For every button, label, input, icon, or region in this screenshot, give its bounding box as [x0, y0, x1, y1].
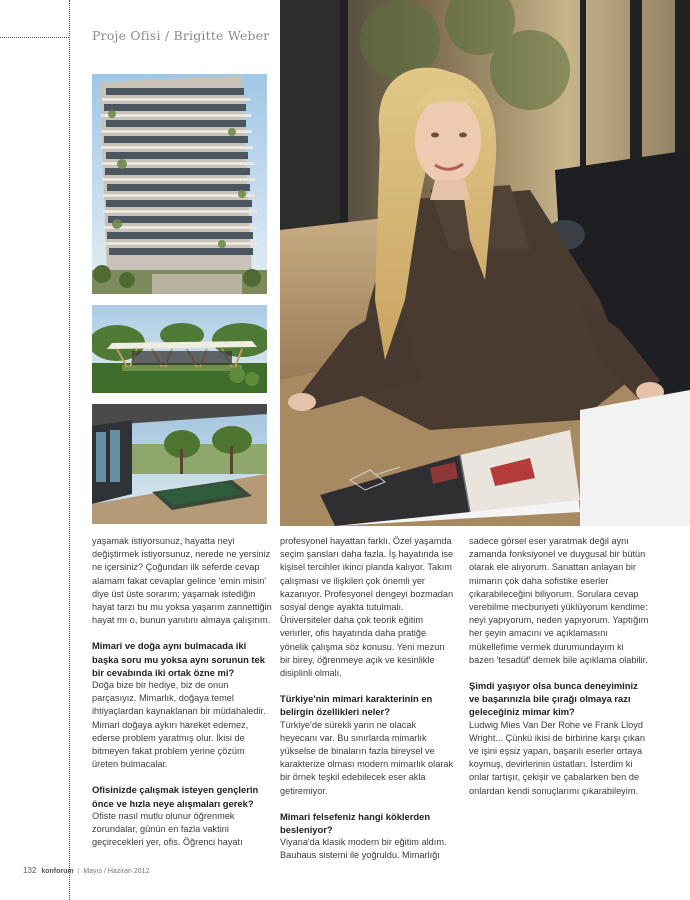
- courtyard-render-image: [92, 404, 267, 524]
- issue-date: Mayıs / Haziran 2012: [83, 868, 150, 875]
- col2-paragraph-2: Türkiye'de sürekli yarın ne olacak heyecanı var. Bu sınırlarda mimarlık yükselse de binaların fazla bireysel ve karakterize olması modern mimarlık olarak bir örnek teşkil edebilecek eser akla getiremiyor.: [280, 719, 454, 796]
- col3-paragraph-1: sadece görsel eser yaratmak değil aynı zamanda fonksiyonel ve duygusal bir bütün olarak ele alıyorum. Sanattan anlayan bir mimarın çok daha sofistike eserler çıkarabileceğini biliyorum. Sorulara cevap verebilme mecburiyeti yüklüyorum kendime: neyi yapıyorum, neden yapıyorum. Yaptığım her şeyin amacını ve açıklamasını mükellefime vermek durumundayım ki bazen 'tesadüf' demek bile açıklama olabilir.: [469, 536, 649, 665]
- page-number: 132: [23, 866, 37, 875]
- pavilion-render-image: [92, 305, 267, 393]
- vertical-dotted-guide: [69, 0, 70, 900]
- tower-render-image: [92, 74, 267, 294]
- text-column-1: [92, 535, 272, 849]
- col3-question-1: Şimdi yaşıyor olsa bunca deneyiminiz ve başarınızla bile çırağı olmaya razı geleceğiniz mimar kim?: [469, 680, 638, 718]
- col1-paragraph-1: yaşamak istiyorsunuz, hayatta neyi değiştirmek istiyorsunuz, nerede ne yersiniz ne içersiniz? Çoğundan ilk seferde cevap alamam fakat cevaplar gelince 'emin misin' diye üst üste sorarım; yaşamak istediğin hayat tarzı bu mu yoksa yaşarım zannettiğin hayat mı o, bunun yanıtını almaya çalışırım.: [92, 536, 272, 626]
- text-column-3: [469, 535, 649, 798]
- col3-paragraph-2: Ludwig Mies Van Der Rohe ve Frank Lloyd Wright... Çünkü ikisi de birbirine karşı çıkan ve işini eşsiz yapan, başarılı eserler ortaya koymuş, devirlerinin üstatları. İsterdim ki onlar tartışır, çekişir ve çabalarken ben de onlardan kendi sonuçlarımı çıkarabileyim.: [469, 719, 645, 796]
- col1-paragraph-2: Doğa bize bir hediye, biz de onun parçasıyız. Mimarlık, doğaya temel ihtiyaçlardan kaynaklanan bir müdahaledir. Mimari doğaya aykırı hareket edemez, ederse problem yaratmış olur. İkisi de bitmeyen fakat problem yerine çözüm üreten bulmacalar.: [92, 680, 266, 770]
- text-column-2: [280, 535, 454, 863]
- col2-paragraph-3: Viyana'da klasik modern bir eğitim aldım. Bauhaus sistemi ile yoğruldu. Mimarlığı: [280, 837, 447, 861]
- col1-question-1: Mimari ve doğa aynı bulmacada iki başka soru mu yoksa aynı sorunun tek bir cevabında iki ortak özne mi?: [92, 640, 265, 678]
- col2-question-2: Mimari felsefeniz hangi köklerden besleniyor?: [280, 810, 431, 836]
- page-footer: [23, 866, 149, 875]
- architect-name: Brigitte Weber: [173, 28, 270, 43]
- col2-paragraph-1: profesyonel hayattan farklı. Özel yaşamda seçim şansları daha fazla. İş hayatında ise kişisel tercihler ikinci planda kalıyor. Takım çalışması ve ilişkileri çok önemli yer kazanıyor. Profesyonel dengeyi bozmadan sosyal denge ayakta tutulmalı. Üniversiteler daha çok teorik eğitim veriırler, ofis hayatında daha pratiğe yönelik çalışma söz konusu. Yeni mezun bir birey, öğrenmeye açık ve kesinlikle disiplinli olmalı.: [280, 536, 454, 679]
- section-header: [92, 28, 269, 43]
- horizontal-dotted-guide: [0, 37, 69, 38]
- col2-question-1: Türkiye'nin mimari karakterinin en belirgin özellikleri neler?: [280, 693, 433, 718]
- magazine-name: konforum: [41, 868, 74, 875]
- section-name: Proje Ofisi: [92, 28, 161, 43]
- header-separator: /: [164, 28, 170, 43]
- col1-question-2: Ofisinizde çalışmak isteyen gençlerin önce ve hızla neye alışmaları gerek?: [92, 784, 259, 809]
- architect-portrait-image: [280, 0, 690, 526]
- col1-paragraph-3: Ofiste nasıl mutlu olunur öğrenmek zorundalar, günün en fazla vaktini geçirecekleri yer, ofis. Öğrenci hayatı: [92, 810, 243, 848]
- footer-separator-icon: |: [77, 868, 80, 875]
